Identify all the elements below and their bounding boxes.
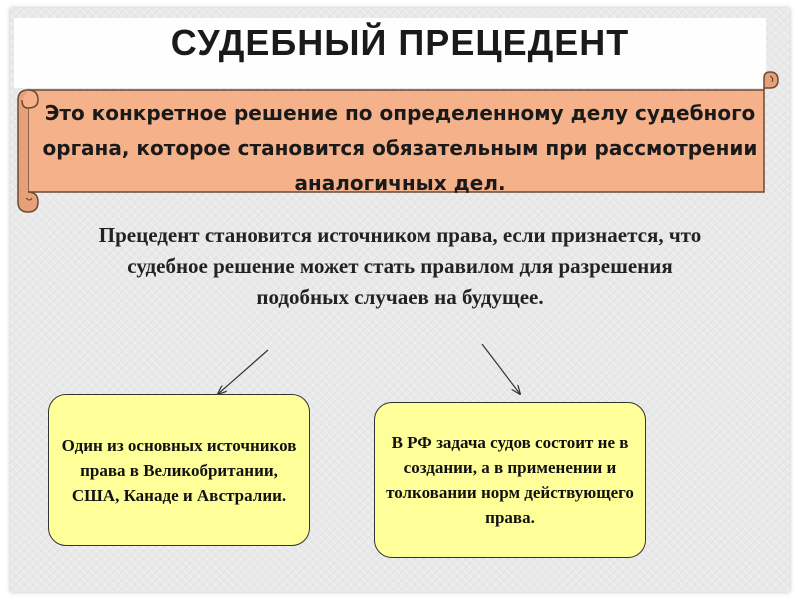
- slide-title: СУДЕБНЫЙ ПРЕЦЕДЕНТ: [170, 22, 630, 63]
- uk-usa-text: Один из основных источников права в Великобритании, США, Канаде и Австралии.: [61, 435, 297, 505]
- arrow-right: [482, 344, 520, 394]
- arrow-left: [218, 350, 268, 394]
- definition-text: Это конкретное решение по определенному делу судебного органа, которое становится обязательным при рассмотрении аналогичных дел.: [42, 101, 758, 195]
- rf-box: [374, 402, 646, 558]
- uk-usa-box: [48, 394, 310, 546]
- rf-text: В РФ задача судов состоит не в создании, а в применении и толковании норм действующего права.: [386, 433, 634, 527]
- explanation-text: Прецедент становится источником права, если признается, что судебное решение может стать правилом для разрешения подобных случаев на будущее.: [98, 223, 702, 309]
